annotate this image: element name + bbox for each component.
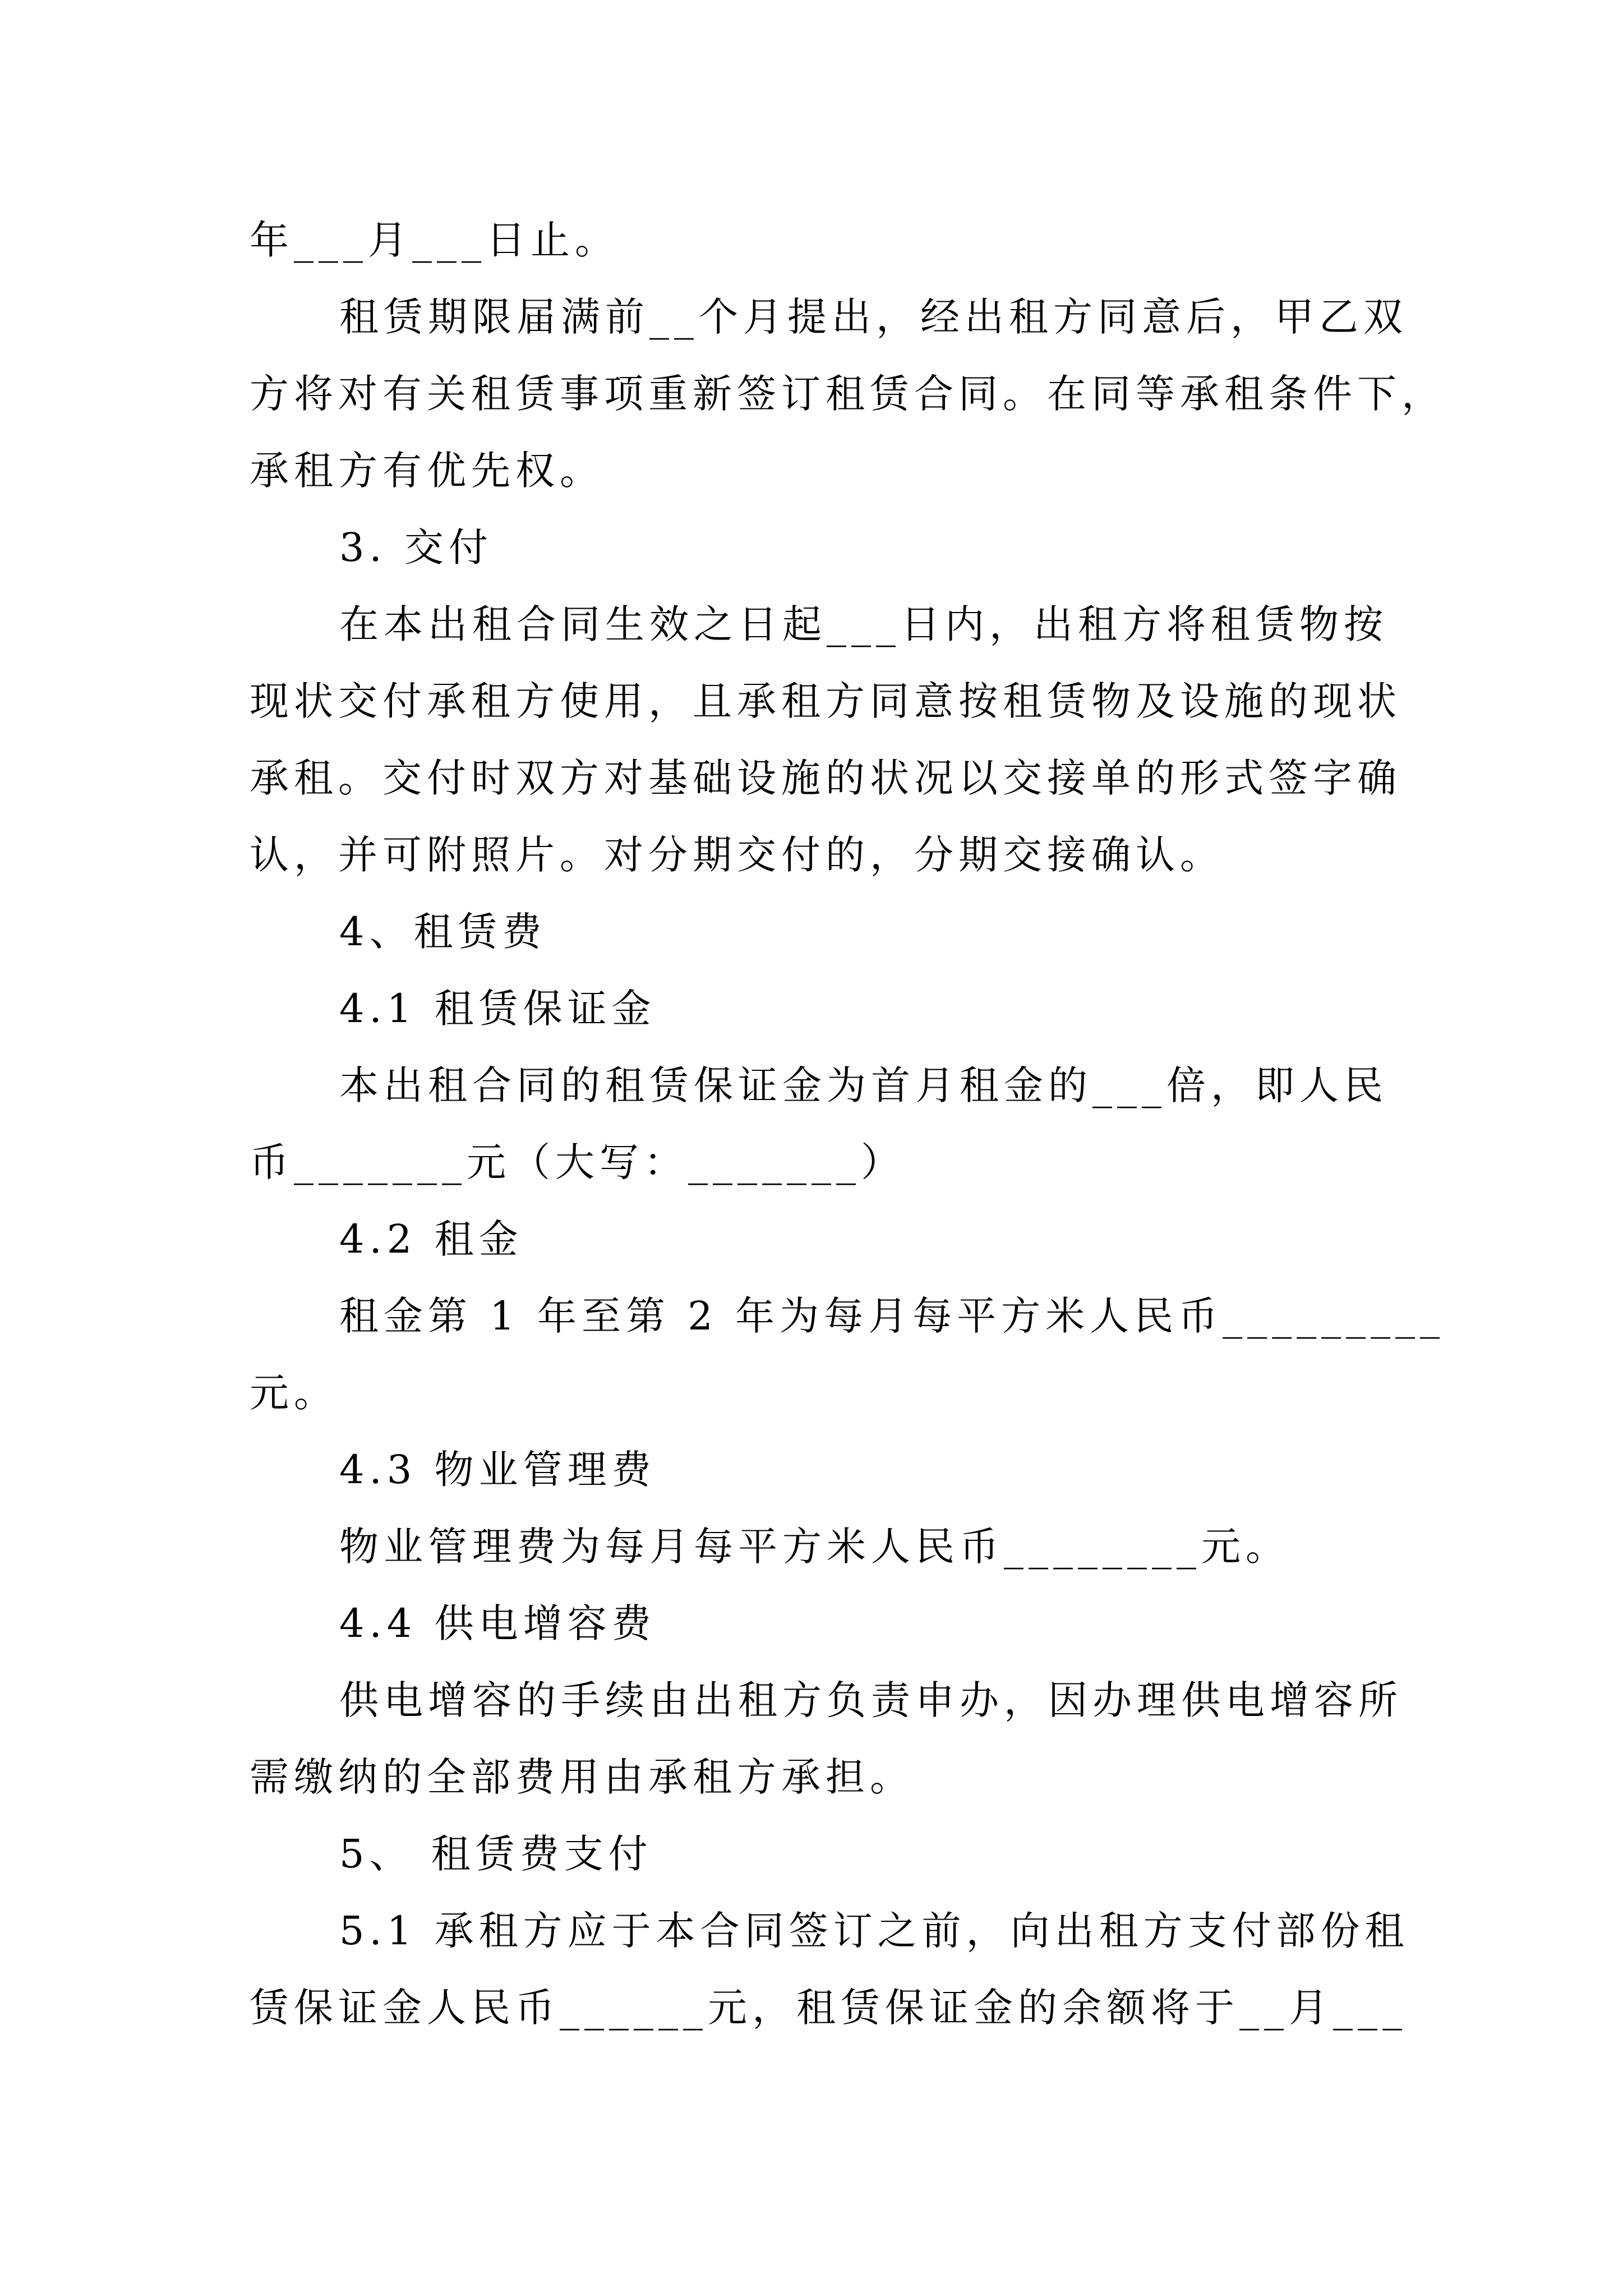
section-heading: 3. 交付 (339, 524, 494, 570)
subsection-heading: 4.1 租赁保证金 (339, 986, 656, 1032)
text-line: 物业管理费为每月每平方米人民币________元。 (339, 1524, 1290, 1570)
text-line: 供电增容的手续由出租方负责申办，因办理供电增容所 (339, 1677, 1403, 1723)
text-line: 5.1 承租方应于本合同签订之前，向出租方支付部份租 (339, 1908, 1409, 1954)
text-line: 租金第 1 年至第 2 年为每月每平方米人民币_________ (339, 1293, 1445, 1339)
text-line: 方将对有关租赁事项重新签订租赁合同。在同等承租条件下， (250, 371, 1446, 417)
contract-body (250, 202, 1446, 2046)
subsection-heading: 4.4 供电增容费 (339, 1600, 656, 1646)
text-line: 承租方有优先权。 (250, 448, 604, 494)
section-heading: 4、租赁费 (339, 909, 547, 955)
section-heading: 5、 租赁费支付 (339, 1831, 653, 1877)
text-line: 币_______元（大写：_______） (250, 1139, 905, 1185)
text-line: 本出租合同的租赁保证金为首月租金的___倍，即人民 (339, 1062, 1388, 1108)
text-line: 赁保证金人民币______元，租赁保证金的余额将于__月___ (250, 1985, 1407, 2031)
text-line: 在本出租合同生效之日起___日内，出租方将租赁物按 (339, 601, 1388, 647)
text-line: 年___月___日止。 (250, 217, 619, 263)
text-line: 租赁期限届满前__个月提出，经出租方同意后，甲乙双 (339, 294, 1408, 340)
text-line: 认，并可附照片。对分期交付的，分期交接确认。 (250, 832, 1224, 878)
text-line: 承租。交付时双方对基础设施的状况以交接单的形式签字确 (250, 755, 1401, 801)
subsection-heading: 4.3 物业管理费 (339, 1447, 656, 1493)
text-line: 现状交付承租方使用，且承租方同意按租赁物及设施的现状 (250, 678, 1401, 724)
text-line: 需缴纳的全部费用由承租方承担。 (250, 1754, 914, 1800)
subsection-heading: 4.2 租金 (339, 1216, 523, 1262)
text-line: 元。 (250, 1370, 338, 1416)
